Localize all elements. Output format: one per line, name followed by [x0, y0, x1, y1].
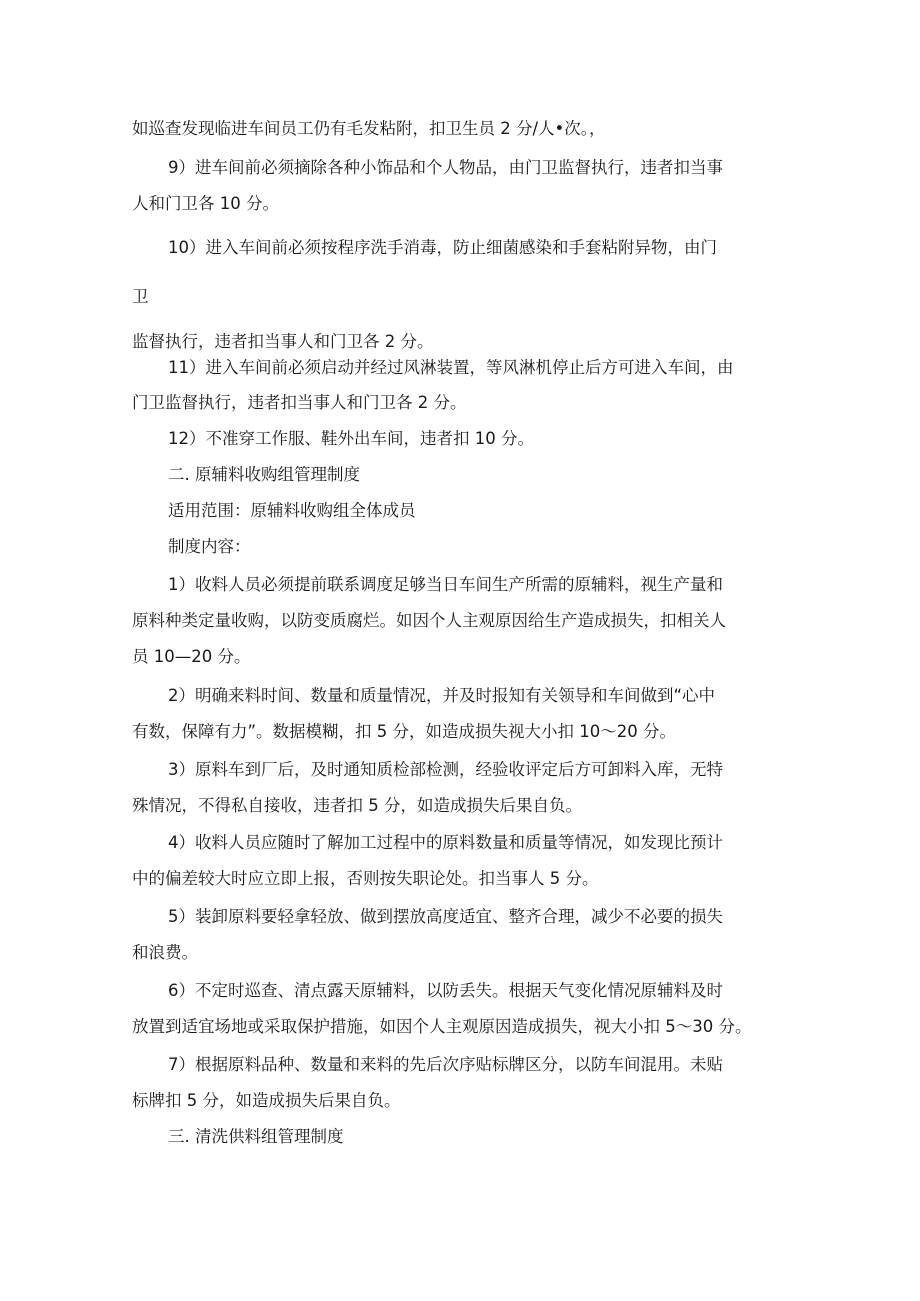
text-line: 员 10—20 分。: [132, 647, 251, 666]
text-line: 5）装卸原料要轻拿轻放、做到摆放高度适宜、整齐合理，减少不必要的损失: [168, 907, 723, 926]
text-line: 和浪费。: [132, 943, 198, 962]
text-line: 4）收料人员应随时了解加工过程中的原料数量和质量等情况，如发现比预计: [168, 833, 723, 852]
text-line: 7）根据原料品种、数量和来料的先后次序贴标牌区分，以防车间混用。未贴: [168, 1055, 723, 1074]
text-line: 原料种类定量收购，以防变质腐烂。如因个人主观原因给生产造成损失，扣相关人: [132, 611, 726, 630]
text-line: 制度内容：: [168, 537, 251, 556]
text-line: 6）不定时巡查、清点露天原辅料，以防丢失。根据天气变化情况原辅料及时: [168, 981, 723, 1000]
text-line: 监督执行，违者扣当事人和门卫各 2 分。: [132, 332, 434, 351]
text-line: 3）原料车到厂后，及时通知质检部检测，经验收评定后方可卸料入库，无特: [168, 760, 723, 779]
text-line: 门卫监督执行，违者扣当事人和门卫各 2 分。: [132, 393, 467, 412]
text-line: 人和门卫各 10 分。: [132, 194, 279, 213]
text-line: 如巡查发现临进车间员工仍有毛发粘附，扣卫生员 2 分/人•次。，: [132, 119, 606, 138]
text-line: 适用范围：原辅料收购组全体成员: [168, 501, 416, 520]
text-line: 1）收料人员必须提前联系调度足够当日车间生产所需的原辅料，视生产量和: [168, 575, 723, 594]
text-line: 9）进车间前必须摘除各种小饰品和个人物品，由门卫监督执行，违者扣当事: [168, 158, 723, 177]
text-line: 11）进入车间前必须启动并经过风淋装置，等风淋机停止后方可进入车间，由: [168, 358, 734, 377]
text-line: 10）进入车间前必须按程序洗手消毒，防止细菌感染和手套粘附异物，由门: [168, 238, 717, 257]
section-heading: 三. 清洗供料组管理制度: [168, 1127, 344, 1146]
text-line: 中的偏差较大时应立即上报，否则按失职论处。扣当事人 5 分。: [132, 869, 599, 888]
text-line: 12）不准穿工作服、鞋外出车间，违者扣 10 分。: [168, 429, 534, 448]
text-line: 卫: [132, 287, 149, 306]
text-line: 放置到适宜场地或采取保护措施，如因个人主观原因造成损失，视大小扣 5～30 分。: [132, 1017, 752, 1036]
text-line: 殊情况，不得私自接收，违者扣 5 分，如造成损失后果自负。: [132, 796, 582, 815]
text-line: 有数，保障有力”。数据模糊，扣 5 分，如造成损失视大小扣 10～20 分。: [132, 722, 677, 741]
text-line: 2）明确来料时间、数量和质量情况，并及时报知有关领导和车间做到“心中: [168, 686, 716, 705]
text-line: 标牌扣 5 分，如造成损失后果自负。: [132, 1091, 401, 1110]
section-heading: 二. 原辅料收购组管理制度: [168, 465, 360, 484]
